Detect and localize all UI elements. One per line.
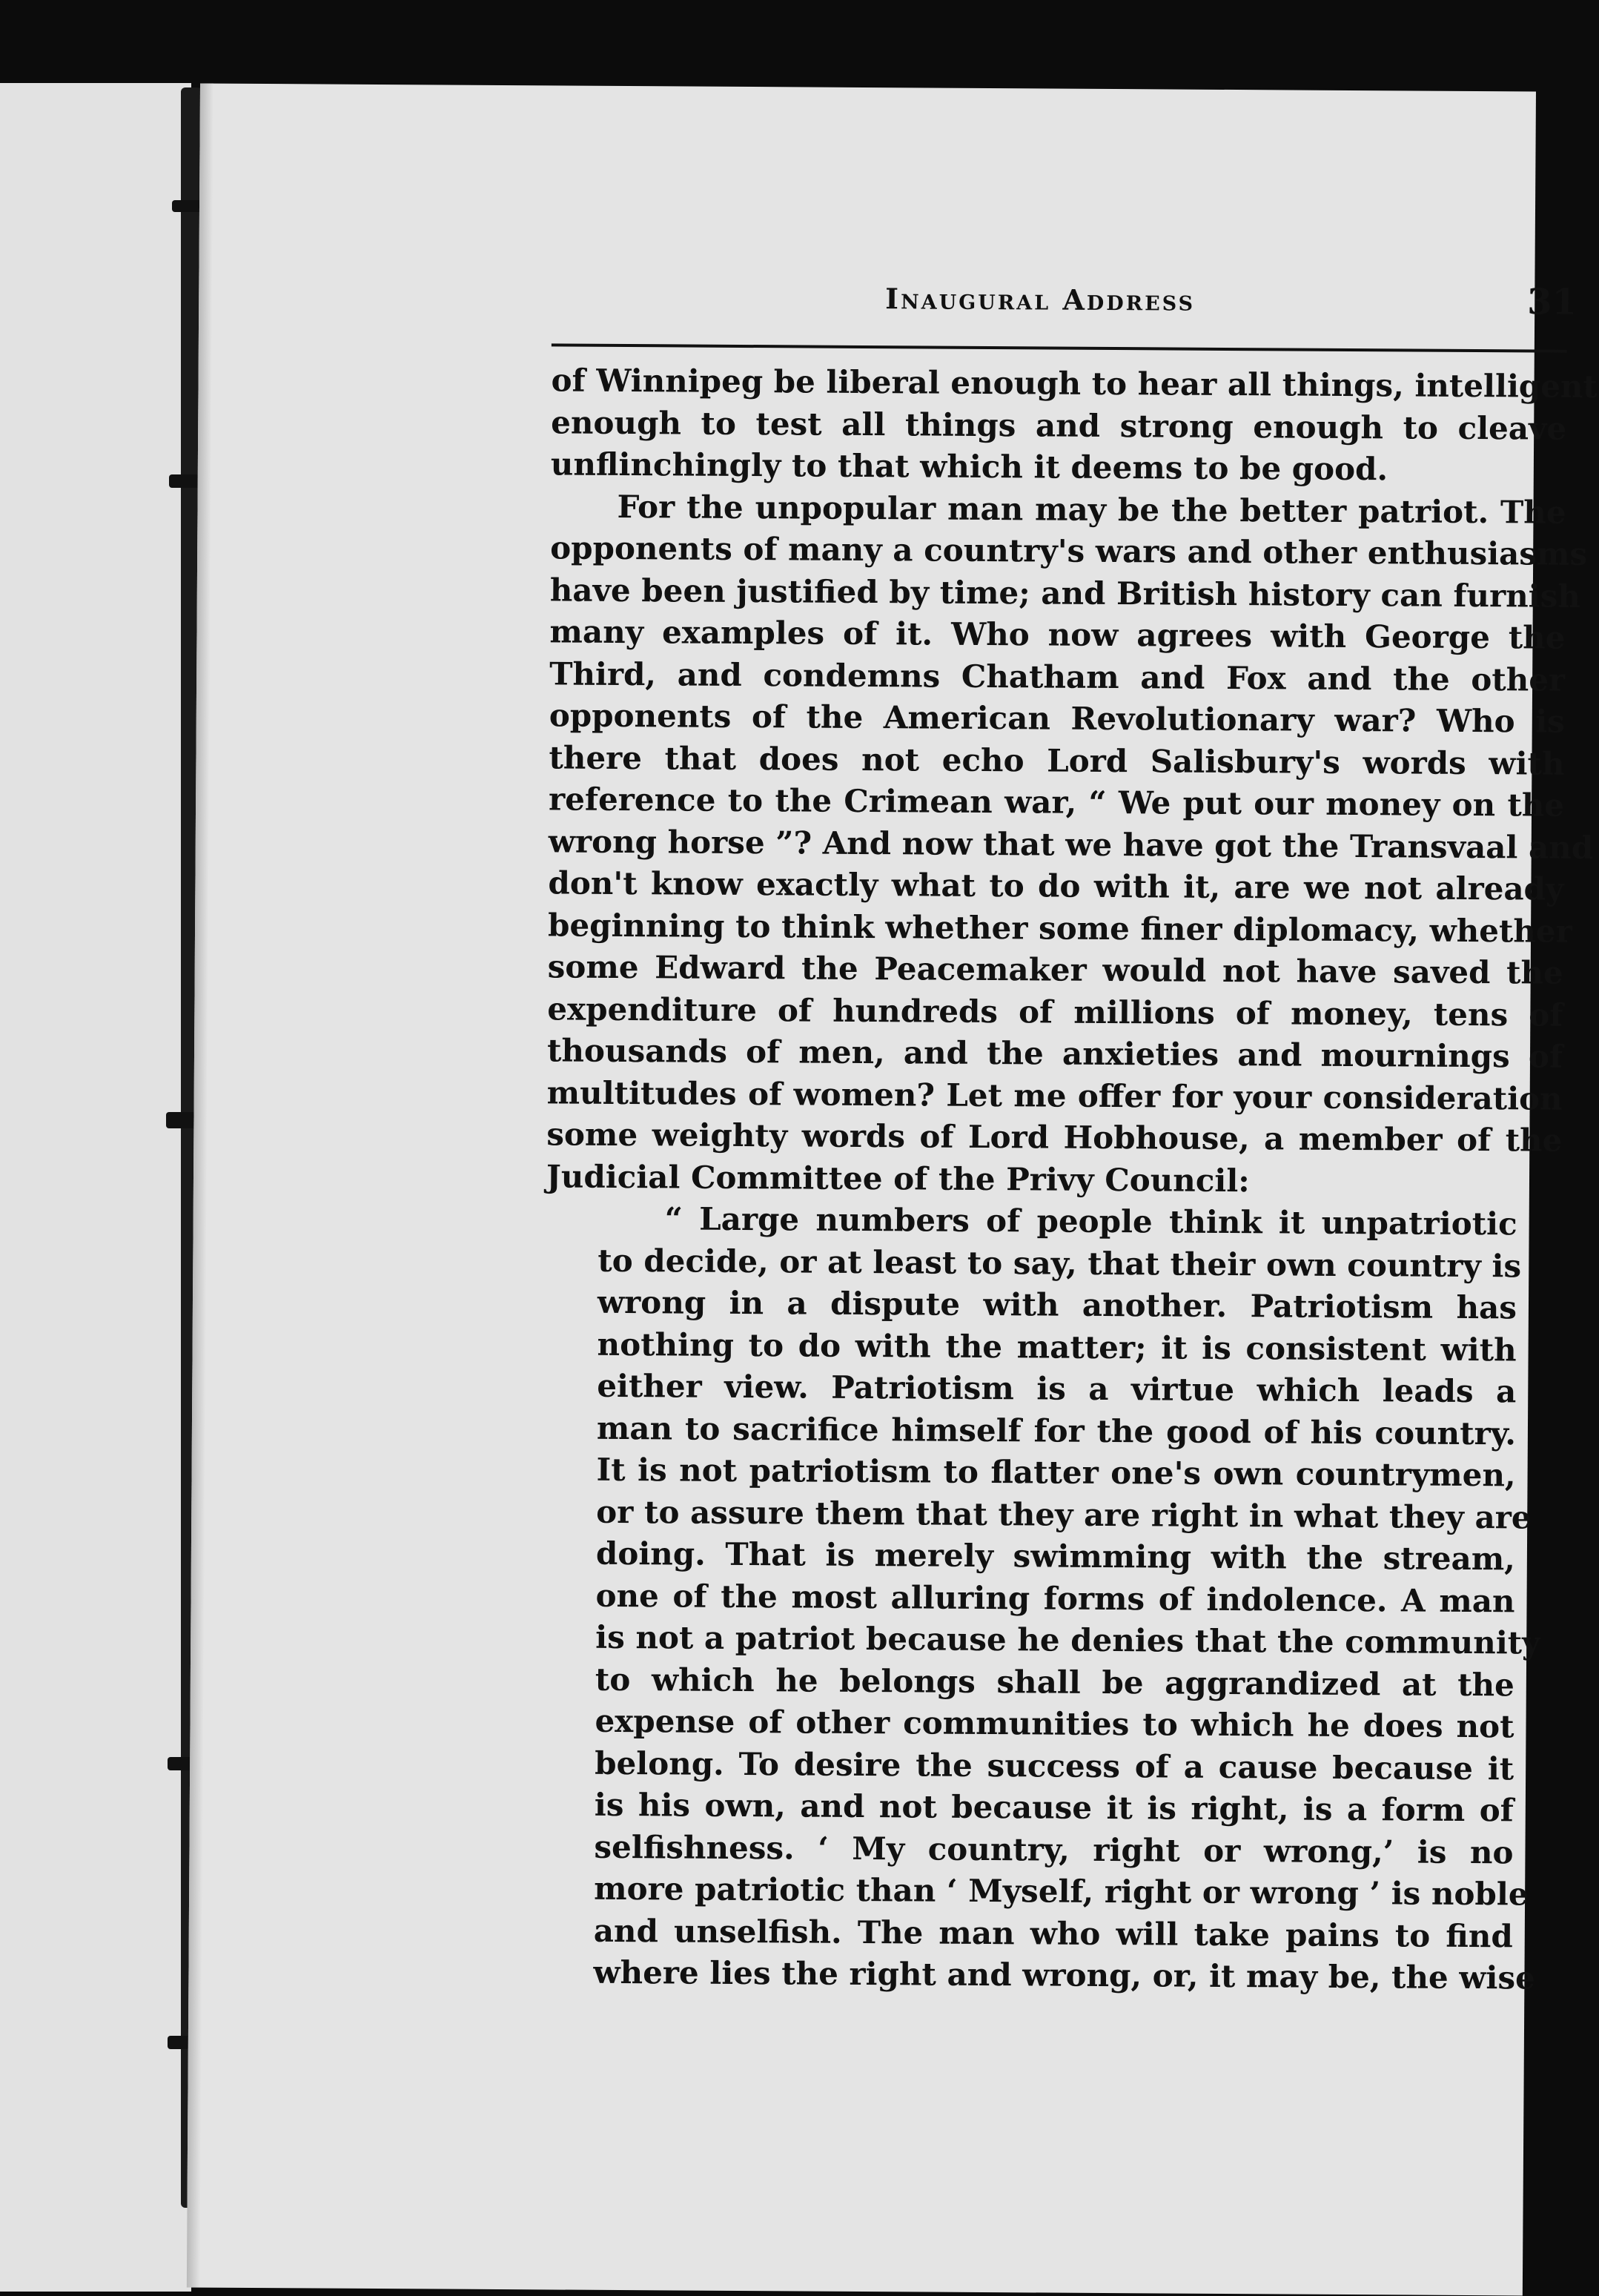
binding-stitch [172, 200, 202, 212]
running-head-title: Inaugural Address [885, 282, 1196, 317]
paragraph-line: multitudes of women? Let me offer for your consideration [546, 1074, 1563, 1117]
continuation-line: of Winnipeg be liberal enough to hear all things, intelligent [551, 362, 1598, 406]
continuation-line: unflinchingly to that which it deems to be good. [550, 446, 1388, 488]
quotation-line: selfishness. ‘ My country, right or wrong,’ is no [594, 1828, 1514, 1871]
book-page [187, 83, 1598, 2295]
paragraph-line: For the unpopular man may be the better patriot. The [617, 488, 1566, 531]
quotation-line: expense of other communities to which he does not [595, 1702, 1514, 1745]
paragraph-line: thousands of men, and the anxieties and mournings of [546, 1032, 1563, 1075]
quotation-line: to decide, or at least to say, that their own country is [597, 1242, 1522, 1285]
quotation-line: belong. To desire the success of a cause because it [595, 1744, 1514, 1787]
quotation-line: “ Large numbers of people think it unpatriotic [664, 1200, 1517, 1243]
paragraph-line: beginning to think whether some finer diplomacy, whether [547, 907, 1572, 950]
continuation-line: enough to test all things and strong enough to cleave [551, 404, 1567, 447]
paragraph-line: many examples of it. Who now agrees with George the [549, 613, 1566, 656]
paragraph-line: wrong horse ”? And now that we have got the Transvaal and [548, 823, 1594, 866]
page-number: 31 [1527, 281, 1578, 323]
quotation-line: and unselfish. The man who will take pains to find [593, 1912, 1513, 1955]
body-text [546, 360, 1598, 1996]
paragraph-line: reference to the Crimean war, “ We put our money on the [548, 781, 1565, 824]
quotation-line: is not a patriot because he denies that the community [595, 1618, 1540, 1661]
paragraph-line: there that does not echo Lord Salisbury's words with [549, 739, 1565, 782]
paragraph-line: have been justified by time; and British history can furnish [549, 572, 1581, 615]
left-page-margin [0, 83, 191, 2292]
paragraph-line: expenditure of hundreds of millions of money, tens of [547, 990, 1563, 1033]
paragraph-line: some weighty words of Lord Hobhouse, a member of the [546, 1116, 1563, 1159]
quotation-line: nothing to do with the matter; it is consistent with [597, 1326, 1517, 1369]
paragraph-line: Third, and condemns Chatham and Fox and the other [549, 655, 1566, 698]
paragraph-line: some Edward the Peacemaker would not have saved the [547, 948, 1563, 991]
quotation-line: more patriotic than ‘ Myself, right or wrong ’ is noble [594, 1870, 1529, 1913]
quotation-line: to which he belongs shall be aggrandized at the [595, 1661, 1515, 1704]
page-content [546, 85, 1598, 1996]
quotation-line: where lies the right and wrong, or, it may be, the wise [593, 1953, 1535, 1996]
paragraph-line: Judicial Committee of the Privy Council: [546, 1158, 1250, 1200]
binding-stitch [169, 474, 202, 488]
quotation-line: or to assure them that they are right in what they are [596, 1493, 1532, 1536]
quotation-line: either view. Patriotism is a virtue which leads a [597, 1367, 1517, 1410]
quotation-line: wrong in a dispute with another. Patriotism has [597, 1283, 1517, 1326]
quotation-line: is his own, and not because it is right, is a form of [594, 1786, 1514, 1829]
paragraph-line: opponents of many a country's wars and other enthusiasms [550, 529, 1588, 572]
quotation-line: It is not patriotism to flatter one's own countrymen, [596, 1451, 1516, 1494]
quotation-line: man to sacrifice himself for the good of his country. [596, 1409, 1517, 1452]
paragraph-line: opponents of the American Revolutionary war? Who is [549, 697, 1565, 740]
quotation-line: one of the most alluring forms of indolence. A man [595, 1577, 1515, 1620]
paragraph-line: don't know exactly what to do with it, are we not already [548, 864, 1564, 907]
quotation-line: doing. That is merely swimming with the stream, [595, 1535, 1516, 1578]
